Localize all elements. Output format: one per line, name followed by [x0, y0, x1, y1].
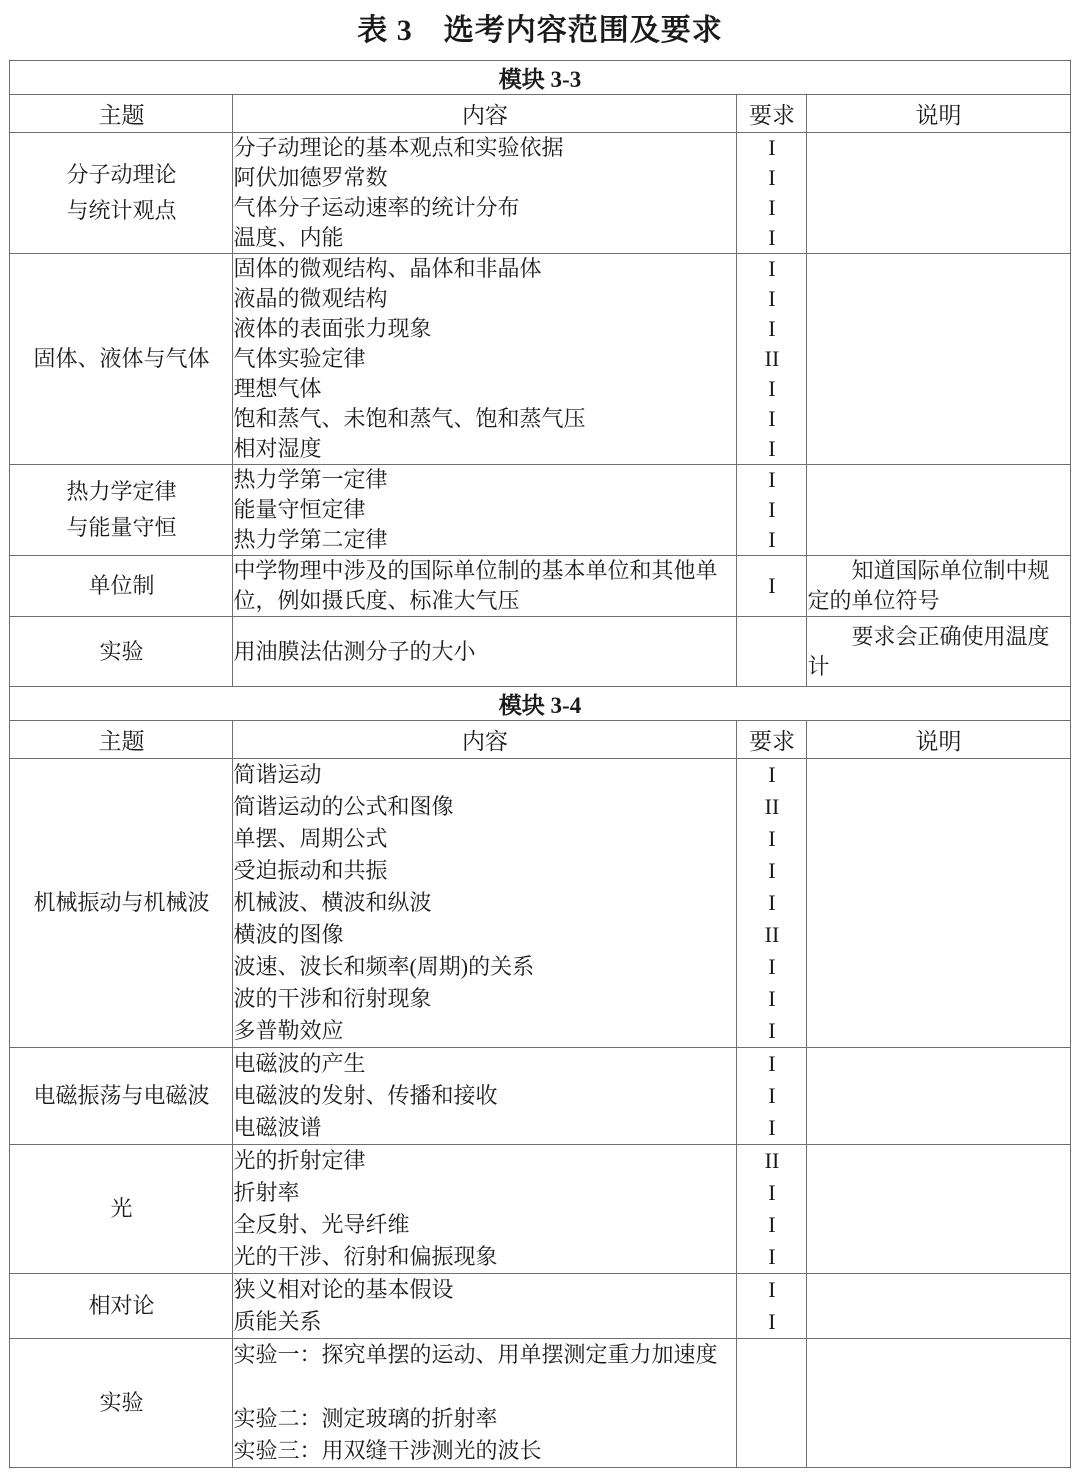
content-line: 气体分子运动速率的统计分布 — [233, 195, 520, 220]
column-header-row — [10, 95, 1070, 133]
requirement-value: II — [764, 794, 780, 819]
requirement-value: I — [768, 527, 776, 552]
topic-line: 与能量守恒 — [66, 515, 177, 540]
requirement-cell — [737, 133, 807, 254]
content-line: 饱和蒸气、未饱和蒸气、饱和蒸气压 — [233, 406, 586, 431]
requirement-cell — [737, 1048, 807, 1145]
content-cell — [233, 1048, 737, 1145]
content-line: 横波的图像 — [233, 922, 344, 947]
topic-cell — [10, 556, 233, 617]
content-cell — [233, 1339, 737, 1468]
note-cell — [807, 759, 1070, 1048]
requirement-value: I — [768, 1277, 776, 1302]
topic-cell — [10, 133, 233, 254]
topic-line: 实验 — [99, 1390, 144, 1415]
topic-line: 单位制 — [88, 573, 155, 598]
column-header-note: 说明 — [807, 721, 1070, 759]
requirement-cell — [737, 617, 807, 687]
requirement-value: I — [768, 316, 776, 341]
content-line: 受迫振动和共振 — [233, 858, 388, 883]
requirement-cell — [737, 556, 807, 617]
content-cell — [233, 1145, 737, 1274]
table-row — [10, 1274, 1070, 1339]
content-line: 气体实验定律 — [233, 346, 366, 371]
column-header-content: 内容 — [233, 721, 737, 759]
topic-line: 与统计观点 — [66, 198, 177, 223]
table-row — [10, 1048, 1070, 1145]
module-header-row — [10, 687, 1070, 721]
content-line: 全反射、光导纤维 — [233, 1212, 410, 1237]
requirement-cell — [737, 1339, 807, 1468]
requirement-cell — [737, 759, 807, 1048]
topic-cell — [10, 1339, 233, 1468]
requirement-value: II — [764, 1148, 780, 1173]
requirement-cell — [737, 254, 807, 465]
content-cell — [233, 465, 737, 556]
content-line: 相对湿度 — [233, 436, 322, 461]
requirement-value: I — [768, 256, 776, 281]
requirement-value — [737, 1339, 806, 1403]
table-row — [10, 254, 1070, 465]
requirement-value: I — [768, 826, 776, 851]
note-text: 知道国际单位制中规定的单位符号 — [807, 558, 1050, 613]
topic-line: 机械振动与机械波 — [33, 890, 210, 915]
content-line: 中学物理中涉及的国际单位制的基本单位和其他单位，例如摄氏度、标准大气压 — [233, 558, 718, 613]
table-row — [10, 617, 1070, 687]
topic-line: 相对论 — [88, 1293, 155, 1318]
column-header-topic: 主题 — [10, 721, 233, 759]
topic-line: 热力学定律 — [66, 479, 177, 504]
page-title: 表 3 选考内容范围及要求 — [357, 14, 723, 47]
content-line: 液体的表面张力现象 — [233, 316, 432, 341]
content-line: 阿伏加德罗常数 — [233, 165, 388, 190]
content-line: 温度、内能 — [233, 225, 344, 250]
content-line: 实验一：探究单摆的运动、用单摆测定重力加速度 — [233, 1342, 718, 1367]
exam-content-table — [9, 60, 1070, 1468]
requirement-value: I — [768, 1309, 776, 1334]
requirement-value: I — [768, 858, 776, 883]
requirement-value: I — [768, 195, 776, 220]
content-cell — [233, 556, 737, 617]
column-header-content: 内容 — [233, 95, 737, 133]
requirement-value: I — [768, 436, 776, 461]
content-cell — [233, 133, 737, 254]
topic-line: 实验 — [99, 638, 144, 664]
note-text: 要求会正确使用温度计 — [807, 623, 1050, 679]
requirement-value: II — [764, 346, 780, 371]
content-line: 分子动理论的基本观点和实验依据 — [233, 135, 564, 160]
column-header-note: 说明 — [807, 95, 1070, 133]
note-cell — [807, 1274, 1070, 1339]
content-cell — [233, 617, 737, 687]
content-cell — [233, 1274, 737, 1339]
table-row — [10, 1145, 1070, 1274]
requirement-value: I — [768, 165, 776, 190]
table-row — [10, 759, 1070, 1048]
content-line: 热力学第二定律 — [233, 527, 388, 552]
requirement-value — [737, 1403, 806, 1435]
requirement-value: I — [768, 376, 776, 401]
content-line: 单摆、周期公式 — [233, 826, 388, 851]
content-line: 固体的微观结构、晶体和非晶体 — [233, 256, 542, 281]
note-cell — [807, 1048, 1070, 1145]
content-line: 折射率 — [233, 1180, 300, 1205]
note-cell — [807, 465, 1070, 556]
requirement-value: II — [764, 922, 780, 947]
column-header-topic: 主题 — [10, 95, 233, 133]
requirement-value: I — [768, 890, 776, 915]
requirement-value: I — [768, 497, 776, 522]
content-line: 光的干涉、衍射和偏振现象 — [233, 1244, 498, 1269]
content-line: 电磁波谱 — [233, 1115, 322, 1140]
module-section — [10, 687, 1070, 1468]
content-cell — [233, 254, 737, 465]
requirement-value — [737, 637, 806, 667]
topic-line: 分子动理论 — [66, 162, 177, 187]
table-row — [10, 133, 1070, 254]
content-line: 波的干涉和衍射现象 — [233, 986, 432, 1011]
column-header-requirement: 要求 — [737, 95, 807, 133]
content-line: 多普勒效应 — [233, 1018, 344, 1043]
topic-line: 光 — [110, 1196, 133, 1221]
note-cell — [807, 1339, 1070, 1468]
requirement-value: I — [768, 1180, 776, 1205]
column-header-row — [10, 721, 1070, 759]
requirement-cell — [737, 1145, 807, 1274]
content-line: 电磁波的产生 — [233, 1051, 366, 1076]
note-cell — [807, 254, 1070, 465]
content-line: 电磁波的发射、传播和接收 — [233, 1083, 498, 1108]
requirement-value: I — [768, 406, 776, 431]
requirement-value: I — [768, 1083, 776, 1108]
content-line: 简谐运动的公式和图像 — [233, 794, 454, 819]
requirement-value: I — [768, 954, 776, 979]
requirement-value — [737, 1435, 806, 1467]
content-line: 液晶的微观结构 — [233, 286, 388, 311]
content-line: 用油膜法估测分子的大小 — [233, 638, 476, 664]
content-line: 质能关系 — [233, 1309, 322, 1334]
requirement-value: I — [768, 225, 776, 250]
requirement-value: I — [768, 135, 776, 160]
requirement-cell — [737, 1274, 807, 1339]
content-line: 理想气体 — [233, 376, 322, 401]
module-title: 模块 3-4 — [10, 687, 1070, 721]
requirement-value: I — [768, 1244, 776, 1269]
requirement-value: I — [768, 286, 776, 311]
table-row — [10, 1339, 1070, 1468]
topic-cell — [10, 254, 233, 465]
table-row — [10, 556, 1070, 617]
topic-cell — [10, 1145, 233, 1274]
module-section — [10, 61, 1070, 687]
requirement-value: I — [768, 1115, 776, 1140]
content-line: 实验二：测定玻璃的折射率 — [233, 1406, 498, 1431]
note-cell — [807, 133, 1070, 254]
content-line: 简谐运动 — [233, 762, 322, 787]
requirement-value: I — [768, 467, 776, 492]
requirement-cell — [737, 465, 807, 556]
content-line: 波速、波长和频率(周期)的关系 — [233, 954, 535, 979]
topic-cell — [10, 1048, 233, 1145]
content-line: 热力学第一定律 — [233, 467, 388, 492]
content-cell — [233, 759, 737, 1048]
note-cell — [807, 1145, 1070, 1274]
requirement-value: I — [768, 573, 776, 598]
topic-cell — [10, 465, 233, 556]
column-header-requirement: 要求 — [737, 721, 807, 759]
requirement-value: I — [768, 1212, 776, 1237]
topic-line: 电磁振荡与电磁波 — [33, 1083, 210, 1108]
requirement-value: I — [768, 1018, 776, 1043]
topic-cell — [10, 617, 233, 687]
topic-cell — [10, 759, 233, 1048]
requirement-value: I — [768, 1051, 776, 1076]
table-row — [10, 465, 1070, 556]
content-line: 能量守恒定律 — [233, 497, 366, 522]
note-cell — [807, 556, 1070, 617]
module-header-row — [10, 61, 1070, 95]
note-cell — [807, 617, 1070, 687]
content-line: 机械波、横波和纵波 — [233, 890, 432, 915]
topic-cell — [10, 1274, 233, 1339]
content-line: 狭义相对论的基本假设 — [233, 1277, 454, 1302]
module-title: 模块 3-3 — [10, 61, 1070, 95]
content-line: 光的折射定律 — [233, 1148, 366, 1173]
requirement-value: I — [768, 986, 776, 1011]
content-line: 实验三：用双缝干涉测光的波长 — [233, 1438, 542, 1463]
requirement-value: I — [768, 762, 776, 787]
topic-line: 固体、液体与气体 — [33, 346, 210, 371]
